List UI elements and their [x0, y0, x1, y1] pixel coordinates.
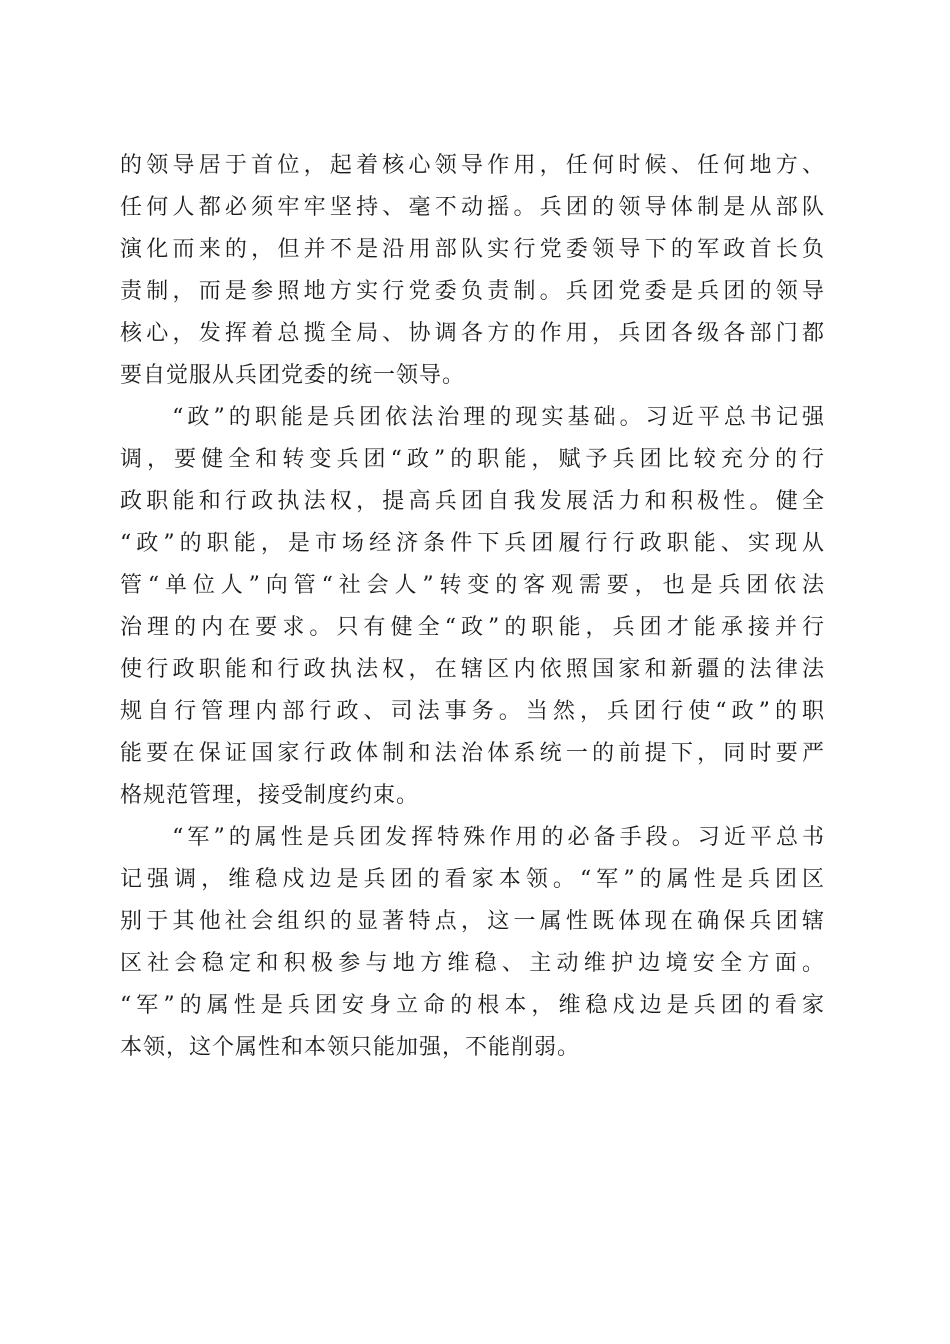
text-line: 的领导居于首位，起着核心领导作用，任何时候、任何地方、	[120, 153, 825, 178]
text-line: 治理的内在要求。只有健全“政”的职能，兵团才能承接并行	[120, 615, 825, 640]
text-line: 政职能和行政执法权，提高兵团自我发展活力和积极性。健全	[120, 489, 825, 514]
text-line: 核心，发挥着总揽全局、协调各方的作用，兵团各级各部门都	[120, 321, 825, 346]
text-line: 别于其他社会组织的显著特点，这一属性既体现在确保兵团辖	[120, 909, 825, 934]
text-line: 规自行管理内部行政、司法事务。当然，兵团行使“政”的职	[120, 699, 825, 724]
text-line: 管“单位人”向管“社会人”转变的客观需要，也是兵团依法	[120, 573, 825, 598]
text-line: 使行政职能和行政执法权，在辖区内依照国家和新疆的法律法	[120, 657, 825, 682]
paragraph-1	[120, 145, 825, 397]
text-line: “军”的属性是兵团安身立命的根本，维稳戍边是兵团的看家	[120, 993, 825, 1018]
text-line: 调，要健全和转变兵团“政”的职能，赋予兵团比较充分的行	[120, 447, 825, 472]
text-line: 区社会稳定和积极参与地方维稳、主动维护边境安全方面。	[120, 951, 825, 976]
text-line: “军”的属性是兵团发挥特殊作用的必备手段。习近平总书	[120, 825, 825, 850]
text-line: “政”的职能，是市场经济条件下兵团履行行政职能、实现从	[120, 531, 825, 556]
document-body	[120, 145, 825, 1069]
text-line: 记强调，维稳戍边是兵团的看家本领。“军”的属性是兵团区	[120, 867, 825, 892]
paragraph-3	[120, 817, 825, 1069]
paragraph-2	[120, 397, 825, 817]
text-line: 格规范管理，接受制度约束。	[120, 783, 420, 808]
text-line: 要自觉服从兵团党委的统一领导。	[120, 363, 466, 388]
text-line: 责制，而是参照地方实行党委负责制。兵团党委是兵团的领导	[120, 279, 825, 304]
text-line: 任何人都必须牢牢坚持、毫不动摇。兵团的领导体制是从部队	[120, 195, 825, 220]
text-line: 能要在保证国家行政体制和法治体系统一的前提下，同时要严	[120, 741, 825, 766]
text-line: 本领，这个属性和本领只能加强，不能削弱。	[120, 1035, 581, 1060]
text-line: 演化而来的，但并不是沿用部队实行党委领导下的军政首长负	[120, 237, 825, 262]
text-line: “政”的职能是兵团依法治理的现实基础。习近平总书记强	[120, 405, 825, 430]
